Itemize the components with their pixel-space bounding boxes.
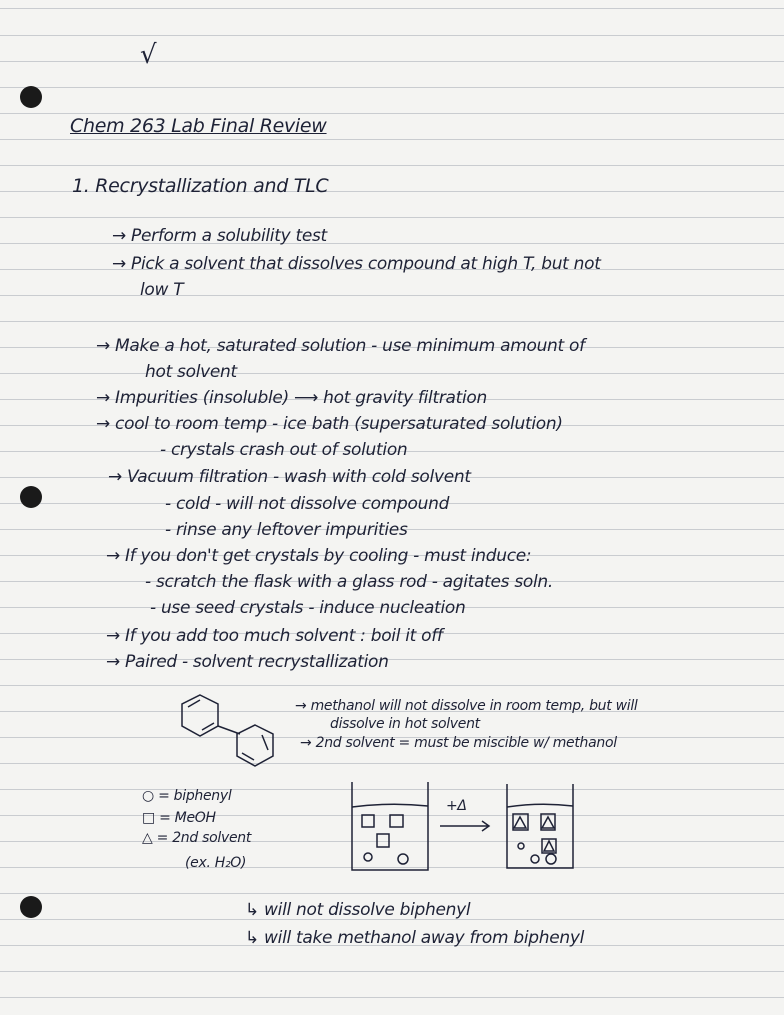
- note-line: → Vacuum filtration - wash with cold solvent: [108, 467, 471, 487]
- note-line: → If you add too much solvent : boil it off: [106, 626, 443, 646]
- conclusion-line: ↳ will not dissolve biphenyl: [245, 900, 471, 920]
- note-line: dissolve in hot solvent: [330, 716, 480, 732]
- binder-hole: [20, 86, 42, 108]
- binder-hole: [20, 486, 42, 508]
- note-line: low T: [140, 280, 184, 300]
- note-line: → Pick a solvent that dissolves compound at high T, but not: [112, 254, 601, 274]
- note-line: - crystals crash out of solution: [160, 440, 408, 460]
- note-line: → 2nd solvent = must be miscible w/ methanol: [300, 735, 617, 751]
- page-title: Chem 263 Lab Final Review: [70, 115, 327, 137]
- note-line: - cold - will not dissolve compound: [165, 494, 450, 514]
- beaker-before: [350, 782, 430, 872]
- beaker-after: [505, 784, 575, 869]
- section-heading: 1. Recrystallization and TLC: [72, 175, 329, 197]
- note-line: → Impurities (insoluble) ⟶ hot gravity filtration: [96, 388, 488, 408]
- biphenyl-structure: [180, 690, 290, 770]
- note-line: hot solvent: [145, 362, 237, 382]
- note-line: → cool to room temp - ice bath (supersaturated solution): [96, 414, 563, 434]
- note-line: - scratch the flask with a glass rod - agitates soln.: [145, 572, 553, 592]
- note-line: - rinse any leftover impurities: [165, 520, 408, 540]
- legend-biphenyl: ○ = biphenyl: [142, 788, 232, 804]
- legend-2nd-solvent: △ = 2nd solvent: [142, 830, 252, 846]
- heat-label: +Δ: [446, 798, 467, 814]
- binder-hole: [20, 896, 42, 918]
- note-line: - use seed crystals - induce nucleation: [150, 598, 466, 618]
- legend-meoh: □ = MeOH: [142, 810, 216, 826]
- note-line: → Paired - solvent recrystallization: [106, 652, 389, 672]
- arrow-icon: [438, 820, 493, 832]
- note-line: → methanol will not dissolve in room temp, but will: [295, 698, 638, 714]
- note-line: → Perform a solubility test: [112, 226, 327, 246]
- legend-example: (ex. H₂O): [185, 855, 247, 871]
- check-mark: √: [140, 40, 157, 70]
- note-line: → Make a hot, saturated solution - use minimum amount of: [96, 336, 585, 356]
- note-line: → If you don't get crystals by cooling - must induce:: [106, 546, 532, 566]
- conclusion-line: ↳ will take methanol away from biphenyl: [245, 928, 585, 948]
